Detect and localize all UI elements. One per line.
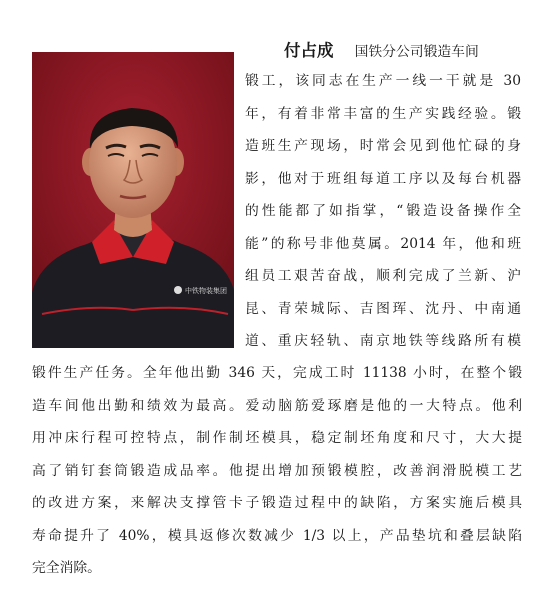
body-line: 造车间他出勤和绩效为最高。爱动脑筋爱琢磨是他的一大特点。他利: [32, 398, 522, 414]
body-line: 寿命提升了 40%，模具返修次数减少 1/3 以上，产品垫坑和叠层缺陷: [32, 528, 522, 544]
body-line: 完全消除。: [32, 560, 101, 576]
body-line: 影，他对于班组每道工序以及每台机器: [245, 171, 521, 187]
uniform-logo-text: 中铁物装集团: [185, 287, 227, 295]
body-line: 锻工，该同志在生产一线一干就是 30: [245, 73, 521, 89]
worker-portrait: [32, 52, 234, 348]
body-line: 高了销钉套筒锻造成品率。他提出增加预锻模腔，改善润滑脱模工艺: [32, 463, 522, 479]
body-line: 昆、青荣城际、吉图珲、沈丹、中南通: [245, 301, 521, 317]
body-line: 组员工艰苦奋战，顺利完成了兰新、沪: [245, 268, 521, 284]
body-line: 用冲床行程可控特点，制作制坯模具，稳定制坯角度和尺寸，大大提: [32, 430, 522, 446]
body-line: 道、重庆轻轨、南京地铁等线路所有模: [245, 333, 521, 349]
person-unit: 国铁分公司锻造车间: [354, 44, 479, 60]
body-line: 年，有着非常丰富的生产实践经验。锻: [245, 106, 521, 122]
body-line: 造班生产现场，时常会见到他忙碌的身: [245, 138, 521, 154]
person-name: 付占成: [284, 41, 334, 60]
body-line: 锻件生产任务。全年他出勤 346 天，完成工时 11138 小时，在整个锻: [32, 365, 522, 381]
body-line: 的改进方案，来解决支撑管卡子锻造过程中的缺陷，方案实施后模具: [32, 495, 522, 511]
worker-photo: [32, 52, 234, 348]
body-line: 能”的称号非他莫属。2014 年，他和班: [245, 236, 521, 252]
title-line: [284, 38, 479, 64]
body-line: 的性能都了如指掌，“锻造设备操作全: [245, 203, 521, 219]
